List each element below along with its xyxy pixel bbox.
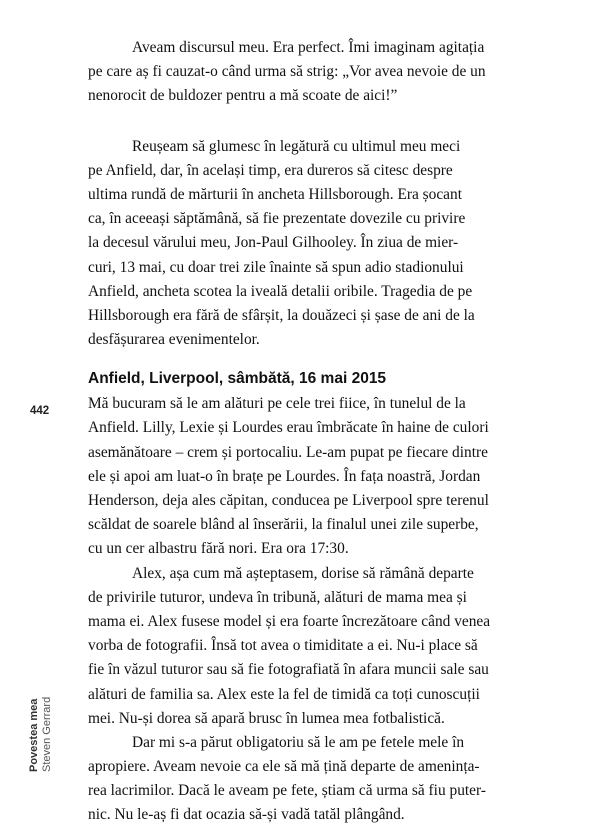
running-footer	[28, 697, 54, 772]
text-line: vorba de fotografii. Însă tot avea o timiditate a ei. Nu-i place să	[88, 637, 478, 655]
section-heading: Anfield, Liverpool, sâmbătă, 16 mai 2015	[88, 370, 387, 388]
text-line: cu un cer albastru fără nori. Era ora 17:30.	[88, 540, 349, 558]
text-line: nic. Nu le-aș fi dat ocazia să-și vadă tatăl plângând.	[88, 806, 405, 824]
text-line: ca, în aceeași săptămână, să fie prezentate dovezile cu privire	[88, 210, 466, 228]
text-line: desfășurarea evenimentelor.	[88, 331, 260, 349]
body-text	[88, 36, 524, 828]
text-line: Alex, așa cum mă așteptasem, dorise să rămână departe	[132, 564, 474, 582]
text-line: Mă bucuram să le am alături pe cele trei fiice, în tunelul de la	[88, 395, 466, 413]
text-line: mei. Nu-și dorea să apară brusc în lumea mea fotbalistică.	[88, 709, 445, 727]
text-line: mama ei. Alex fusese model și era foarte încrezătoare când venea	[88, 612, 491, 630]
text-line: rea lacrimilor. Dacă le aveam pe fete, știam că urma să fiu puter-	[88, 782, 486, 800]
text-line: Anfield, ancheta scotea la iveală detalii oribile. Tragedia de pe	[88, 282, 473, 300]
text-line: Henderson, deja ales căpitan, conducea pe Liverpool spre terenul	[88, 492, 489, 509]
text-line: nenorocit de buldozer pentru a mă scoate de aici!”	[88, 87, 398, 105]
text-line: curi, 13 mai, cu doar trei zile înainte să spun adio stadionului	[88, 258, 464, 276]
text-line: apropiere. Aveam nevoie ca ele să mă țină departe de amenința-	[88, 758, 480, 776]
author-name: Steven Gerrard	[41, 696, 53, 772]
text-line: Reușeam să glumesc în legătură cu ultimul meu meci	[132, 137, 461, 155]
text-line: de privirile tuturor, undeva în tribună, alături de mama mea și	[88, 588, 467, 606]
text-line: Dar mi s-a părut obligatoriu să le am pe fetele mele în	[132, 733, 465, 751]
text-line: asemănătoare – crem și portocaliu. Le-am pupat pe fiecare dintre	[88, 443, 488, 461]
text-line: pe Anfield, dar, în același timp, era dureros să citesc despre	[88, 161, 453, 179]
text-line: fie în văzul tuturor sau să fie fotografiată în afara muncii sale sau	[88, 661, 489, 679]
text-line: Aveam discursul meu. Era perfect. Îmi imaginam agitația	[132, 39, 485, 56]
text-line: alături de familia sa. Alex este la fel de timidă ca toți cunoscuții	[88, 685, 480, 703]
book-title: Povestea mea	[28, 698, 40, 772]
text-line: ele și apoi am luat-o în brațe pe Lourdes. În fața noastră, Jordan	[88, 467, 481, 485]
text-line: ultima rundă de mărturii în ancheta Hillsborough. Era șocant	[88, 185, 462, 203]
text-line: scăldat de soarele blând al înserării, la finalul unei zile superbe,	[88, 516, 479, 534]
page-number: 442	[30, 405, 50, 417]
text-line: la decesul vărului meu, Jon-Paul Gilhooley. În ziua de mier-	[88, 234, 459, 252]
text-line: Hillsborough era fără de sfârșit, la douăzeci și șase de ani de la	[88, 306, 475, 324]
text-line: pe care aș fi cauzat-o când urma să strig: „Vor avea nevoie de un	[88, 63, 486, 81]
text-line: Anfield. Lilly, Lexie și Lourdes erau îmbrăcate în haine de culori	[88, 419, 489, 437]
